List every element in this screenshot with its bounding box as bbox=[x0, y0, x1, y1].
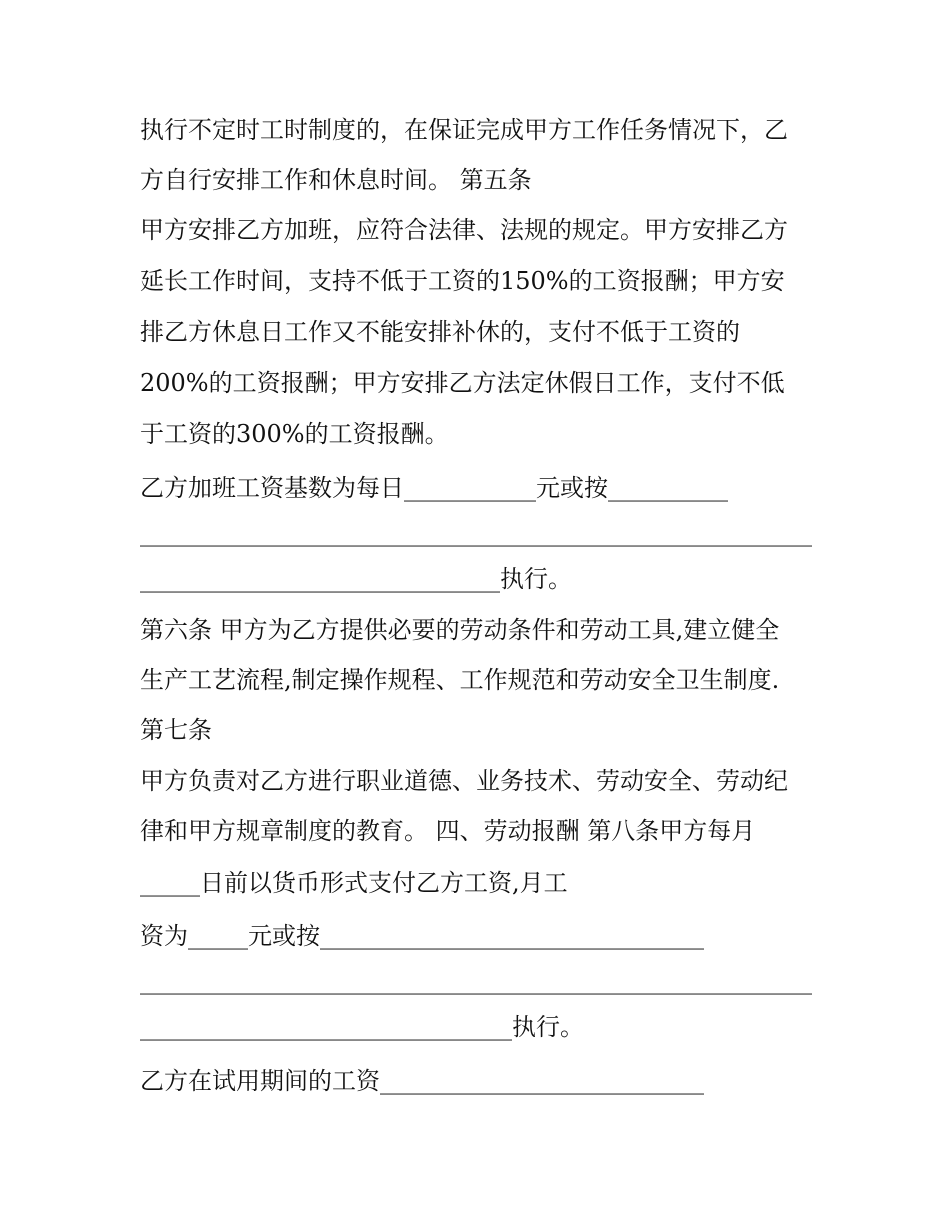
text-line: _____日前以货币形式支付乙方工资,月工 bbox=[140, 869, 568, 897]
text-line: 乙方在试用期间的工资___________________________ bbox=[140, 1067, 704, 1095]
text-line: 资为_____元或按________________________________ bbox=[140, 922, 704, 950]
text-line: 第六条 甲方为乙方提供必要的劳动条件和劳动工具,建立健全 bbox=[140, 616, 780, 644]
text-line: 排乙方休息日工作又不能安排补休的，支付不低于工资的 bbox=[140, 318, 740, 346]
text-line: 延长工作时间，支持不低于工资的150%的工资报酬；甲方安 bbox=[140, 267, 785, 295]
text-line: 甲方负责对乙方进行职业道德、业务技术、劳动安全、劳动纪 bbox=[140, 767, 788, 795]
text-line: 甲方安排乙方加班，应符合法律、法规的规定。甲方安排乙方 bbox=[140, 216, 788, 244]
text-line: 方自行安排工作和休息时间。 第五条 bbox=[140, 166, 532, 194]
text-line: 第七条 bbox=[140, 716, 212, 744]
text-line: _______________________________执行。 bbox=[140, 1013, 584, 1041]
text-line: ________________________________________________________ bbox=[140, 519, 812, 547]
text-line: 生产工艺流程,制定操作规程、工作规范和劳动安全卫生制度. bbox=[140, 666, 780, 694]
text-line: 乙方加班工资基数为每日___________元或按__________ bbox=[140, 474, 728, 502]
text-line: 律和甲方规章制度的教育。 四、劳动报酬 第八条甲方每月 bbox=[140, 817, 756, 845]
text-line: 于工资的300%的工资报酬。 bbox=[140, 420, 449, 448]
text-line: ______________________________执行。 bbox=[140, 565, 572, 593]
text-line: 执行不定时工时制度的，在保证完成甲方工作任务情况下，乙 bbox=[140, 116, 788, 144]
text-line: 200%的工资报酬；甲方安排乙方法定休假日工作，支付不低 bbox=[140, 369, 785, 397]
text-line: ________________________________________________________ bbox=[140, 967, 812, 995]
